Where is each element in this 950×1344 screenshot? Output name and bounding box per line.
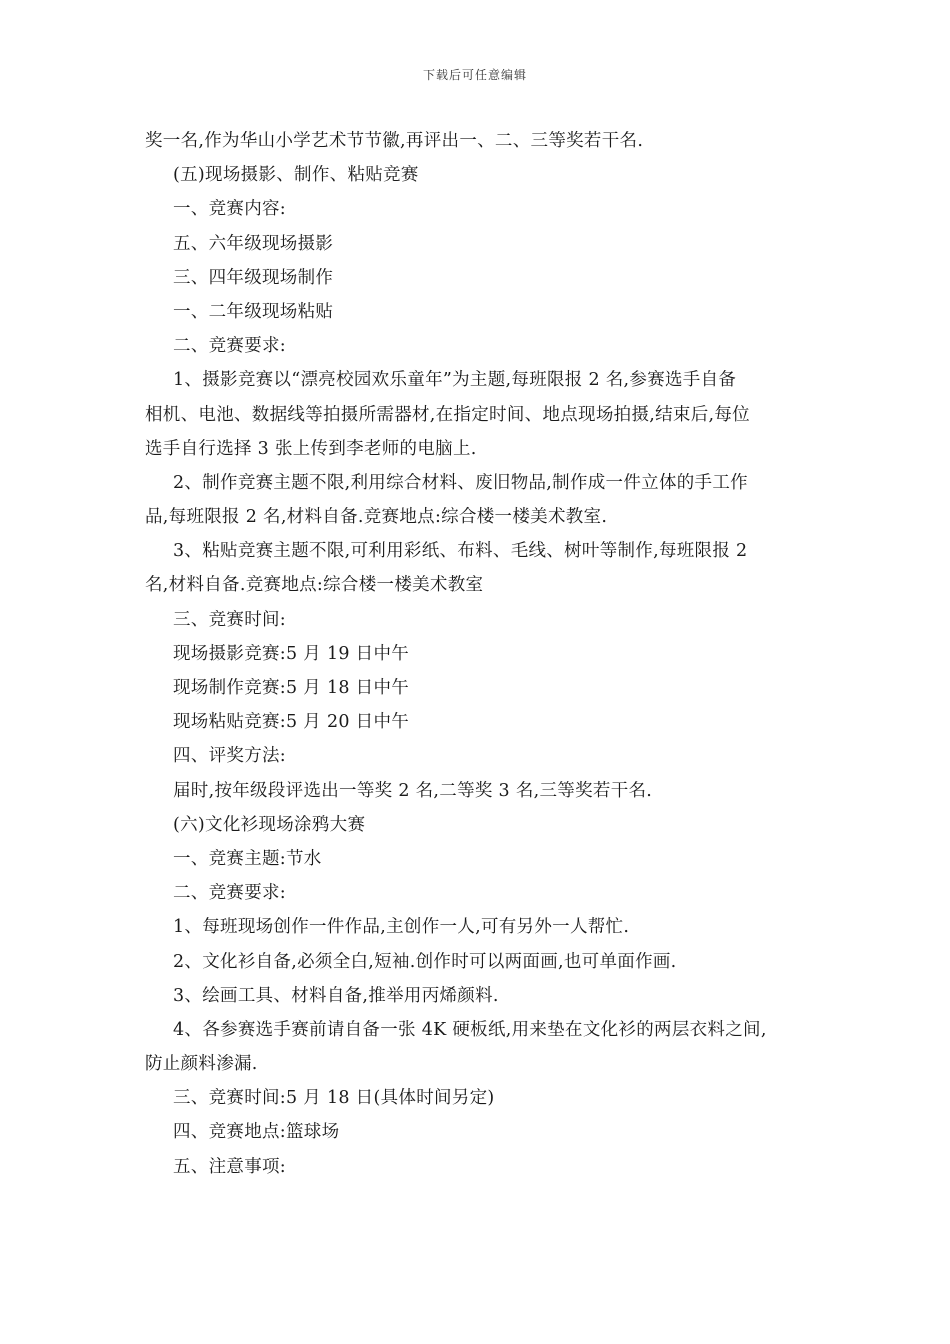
- text-line: 三、竞赛时间:5 月 18 日(具体时间另定): [173, 1088, 495, 1109]
- text-line: 二、竞赛要求:: [173, 336, 286, 357]
- text-line: 五、注意事项:: [173, 1156, 286, 1177]
- text-line: 防止颜料渗漏.: [145, 1054, 258, 1075]
- text-line: 四、竞赛地点:篮球场: [173, 1122, 340, 1143]
- text-line: 三、四年级现场制作: [173, 267, 334, 288]
- text-line: 3、粘贴竞赛主题不限,可利用彩纸、布料、毛线、树叶等制作,每班限报 2: [173, 541, 748, 562]
- text-line: 1、每班现场创作一件作品,主创作一人,可有另外一人帮忙.: [173, 917, 630, 938]
- text-line: (五)现场摄影、制作、粘贴竞赛: [173, 165, 419, 186]
- text-line: 现场粘贴竞赛:5 月 20 日中午: [173, 712, 410, 733]
- text-line: 2、制作竞赛主题不限,利用综合材料、废旧物品,制作成一件立体的手工作: [173, 472, 748, 493]
- text-line: (六)文化衫现场涂鸦大赛: [173, 814, 366, 835]
- page-header: 下载后可任意编辑: [422, 68, 527, 82]
- text-line: 四、评奖方法:: [173, 746, 286, 767]
- text-line: 五、六年级现场摄影: [173, 233, 334, 254]
- text-line: 选手自行选择 3 张上传到李老师的电脑上.: [145, 438, 477, 459]
- text-line: 一、二年级现场粘贴: [173, 301, 334, 322]
- text-line: 三、竞赛时间:: [173, 609, 286, 630]
- text-line: 奖一名,作为华山小学艺术节节徽,再评出一、二、三等奖若干名.: [145, 131, 644, 151]
- text-line: 现场制作竞赛:5 月 18 日中午: [173, 678, 410, 698]
- text-line: 3、绘画工具、材料自备,推举用丙烯颜料.: [173, 985, 499, 1006]
- text-line: 现场摄影竞赛:5 月 19 日中午: [173, 643, 410, 664]
- text-line: 届时,按年级段评选出一等奖 2 名,二等奖 3 名,三等奖若干名.: [173, 780, 653, 801]
- text-line: 相机、电池、数据线等拍摄所需器材,在指定时间、地点现场拍摄,结束后,每位: [145, 404, 750, 425]
- text-line: 一、竞赛内容:: [173, 199, 286, 220]
- text-line: 1、摄影竞赛以“漂亮校园欢乐童年”为主题,每班限报 2 名,参赛选手自备: [173, 370, 737, 391]
- text-line: 一、竞赛主题:节水: [173, 848, 322, 869]
- text-line: 二、竞赛要求:: [173, 883, 286, 904]
- text-line: 2、文化衫自备,必须全白,短袖.创作时可以两面画,也可单面作画.: [173, 951, 677, 972]
- document-body: [145, 124, 810, 1184]
- text-line: 4、各参赛选手赛前请自备一张 4K 硬板纸,用来垫在文化衫的两层衣料之间,: [173, 1019, 767, 1040]
- text-line: 名,材料自备.竞赛地点:综合楼一楼美术教室: [145, 575, 484, 596]
- text-line: 品,每班限报 2 名,材料自备.竞赛地点:综合楼一楼美术教室.: [145, 507, 608, 528]
